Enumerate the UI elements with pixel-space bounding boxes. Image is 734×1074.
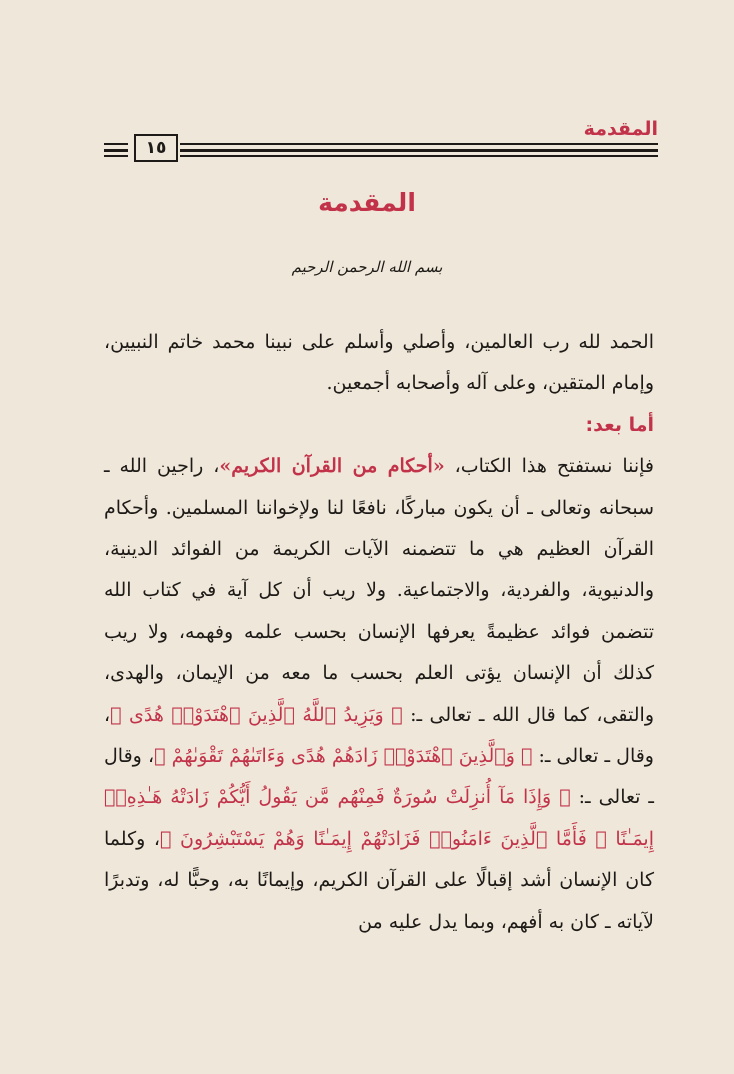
header-rule [104, 143, 658, 145]
quran-quote: ﴿ وَيَزِيدُ ٱللَّهُ ٱلَّذِينَ ٱهْتَدَوْا۟ هُدًى ﴾ [110, 703, 403, 726]
quran-quote: ﴿ وَإِذَا مَآ أُنزِلَتْ سُورَةٌ فَمِنْهُم مَّن يَقُولُ أَيُّكُمْ زَادَتْهُ هَـٰذِهِۦٓ إِيمَـٰنًا ۚ فَأَمَّا ٱلَّذِينَ ءَامَنُوا۟ فَزَادَتْهُمْ إِيمَـٰنًا وَهُمْ يَسْتَبْشِرُونَ ﴾ [104, 786, 654, 850]
text-run: ، راجين الله ـ سبحانه وتعالى ـ أن يكون مباركًا، نافعًا لنا ولإخواننا المسلمين. وأحكام القرآن العظيم هي ما تتضمنه الآيات الكريمة من الفوائد الدينية، والدنيوية، والفردية، والاجتماعية. ولا ريب أن كل آية في كتاب الله تتضمن فوائد عظيمةً يعرفها الإنسان بحسب علمه وفهمه، ولا ريب كذلك أن الإنسان يؤتى العلم بحسب ما معه من الإيمان، والهدى، والتقى، كما قال الله ـ تعالى ـ: [104, 455, 654, 726]
paragraph-intro: الحمد لله رب العالمين، وأصلي وأسلم على نبينا محمد خاتم النبيين، وإمام المتقين، وعلى آله وأصحابه أجمعين. [104, 331, 654, 395]
section-heading: أما بعد: [585, 413, 654, 436]
page-title: المقدمة [318, 188, 416, 217]
paragraph-main [104, 446, 654, 943]
header-rule [104, 155, 658, 157]
page-number: ١٥ [134, 134, 178, 162]
text-run: ، وكلما كان الإنسان أشد إقبالًا على القرآن الكريم، وإيمانًا به، وحبًّا له، وتدبرًا لآياته ـ كان به أفهم، وبما يدل عليه من [104, 827, 654, 933]
quran-quote: ﴿ وَٱلَّذِينَ ٱهْتَدَوْا۟ زَادَهُمْ هُدًى وَءَاتَىٰهُمْ تَقْوَىٰهُمْ ﴾ [154, 745, 533, 768]
header-rule [104, 149, 658, 152]
basmala: بسم الله الرحمن الرحيم [291, 258, 443, 276]
book-title: «أحكام من القرآن الكريم» [219, 455, 445, 478]
text-run: ، وقال ـ تعالى ـ: [104, 703, 654, 768]
running-header-section: المقدمة [583, 118, 658, 140]
body-text [104, 322, 654, 943]
text-run: فإننا نستفتح هذا الكتاب، [444, 455, 654, 478]
text-run: ، وقال ـ تعالى ـ: [104, 745, 655, 809]
